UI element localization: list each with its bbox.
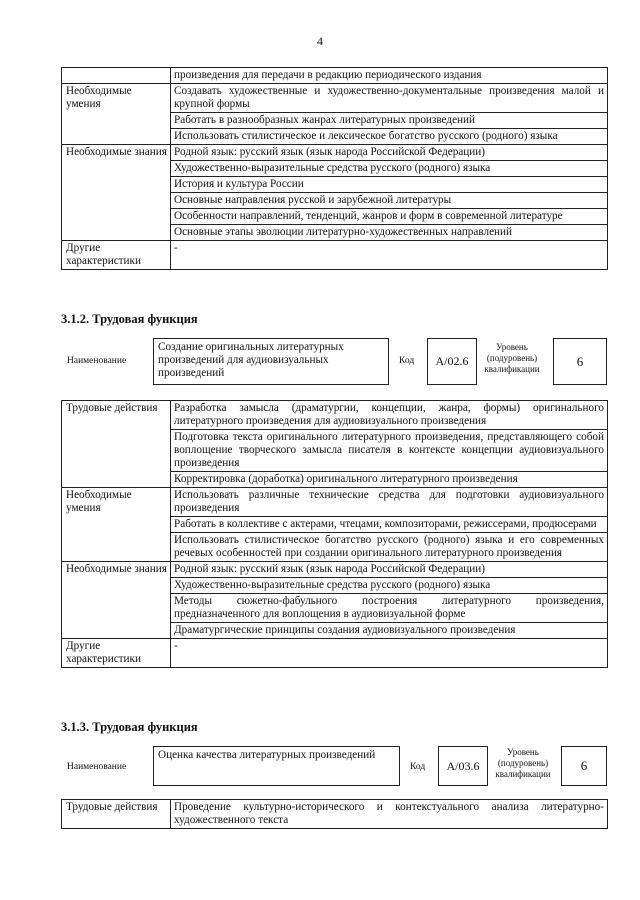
row-item: Разработка замысла (драматургии, концепции, жанра, формы) оригинального литературного произведения для аудиовизуального произведения [171,401,608,430]
code-label: Код [410,762,426,772]
table-row [62,639,608,668]
row-item: Основные направления русской и зарубежной литературы [171,193,608,209]
row-item: Родной язык: русский язык (язык народа Российской Федерации) [171,145,608,161]
row-item: Драматургические принципы создания аудиовизуального произведения [171,623,608,639]
level-box: 6 [561,746,607,786]
row-label: Необходимые знания [62,562,171,639]
level-label-line: квалификации [495,769,551,779]
row-item: Создавать художественные и художественно-документальные произведения малой и крупной формы [171,84,608,113]
row-item: Использовать стилистическое и лексическое богатство русского (родного) языка [171,129,608,145]
level-label-line: квалификации [484,364,540,374]
page-number: 4 [317,34,323,48]
row-label: Необходимые знания [62,145,171,241]
row-item: Корректировка (доработка) оригинального литературного произведения [171,472,608,488]
level-label-line: Уровень [507,747,539,757]
table-row [62,800,608,829]
row-item: Родной язык: русский язык (язык народа Российской Федерации) [171,562,608,578]
row-label: Необходимые умения [62,84,171,145]
row-item: Работать в разнообразных жанрах литературных произведений [171,113,608,129]
table-row [62,488,608,517]
level-label [481,342,543,375]
function-header [61,336,621,386]
table-row [62,562,608,578]
row-item: Подготовка текста оригинального литературного произведения, представляющего собой воплощение творческого замысла писателя в контексте концепции аудиовизуального произведения [171,430,608,472]
row-label: Трудовые действия [62,800,171,829]
level-label-line: Уровень [496,342,528,352]
competency-table-continued [61,67,608,270]
row-item: История и культура России [171,177,608,193]
row-item: - [171,241,608,270]
row-label [62,68,171,84]
function-table-3-1-3 [61,799,608,829]
row-label: Трудовые действия [62,401,171,488]
function-table-3-1-2 [61,400,608,668]
level-label-line: (подуровень) [497,758,549,768]
row-item: произведения для передачи в редакцию периодического издания [171,68,608,84]
row-item: Художественно-выразительные средства русского (родного) языка [171,578,608,594]
name-label: Наименование [67,356,127,366]
level-label-line: (подуровень) [486,353,538,363]
level-label [492,747,554,780]
row-item: Использовать стилистическое богатство русского (родного) языка и его современных речевых особенностей при создании оригинального литературного произведения [171,533,608,562]
table-row [62,241,608,270]
row-label: Другие характеристики [62,241,171,270]
table-row [62,84,608,113]
code-box: A/02.6 [427,338,477,385]
row-item: Работать в коллективе с актерами, чтецами, композиторами, режиссерами, продюсерами [171,517,608,533]
table-row [62,68,608,84]
row-item: - [171,639,608,668]
row-item: Художественно-выразительные средства русского (родного) языка [171,161,608,177]
section-title: 3.1.3. Трудовая функция [61,720,198,734]
row-item: Методы сюжетно-фабульного построения литературного произведения, предназначенного для воплощения в аудиовизуальной форме [171,594,608,623]
level-box: 6 [553,338,607,385]
name-label: Наименование [67,762,127,772]
section-title: 3.1.2. Трудовая функция [61,312,198,326]
function-header [61,744,621,794]
code-label: Код [399,356,415,366]
table-row [62,401,608,430]
code-box: A/03.6 [438,746,488,786]
function-name-box: Оценка качества литературных произведений [153,746,400,786]
row-label: Необходимые умения [62,488,171,562]
table-row [62,145,608,161]
row-item: Особенности направлений, тенденций, жанров и форм в современной литературе [171,209,608,225]
row-item: Проведение культурно-исторического и контекстуального анализа литературно-художественного текста [171,800,608,829]
function-name-box: Создание оригинальных литературных произведений для аудиовизуальных произведений [153,338,389,385]
row-item: Основные этапы эволюции литературно-художественных направлений [171,225,608,241]
row-item: Использовать различные технические средства для подготовки аудиовизуального произведения [171,488,608,517]
row-label: Другие характеристики [62,639,171,668]
